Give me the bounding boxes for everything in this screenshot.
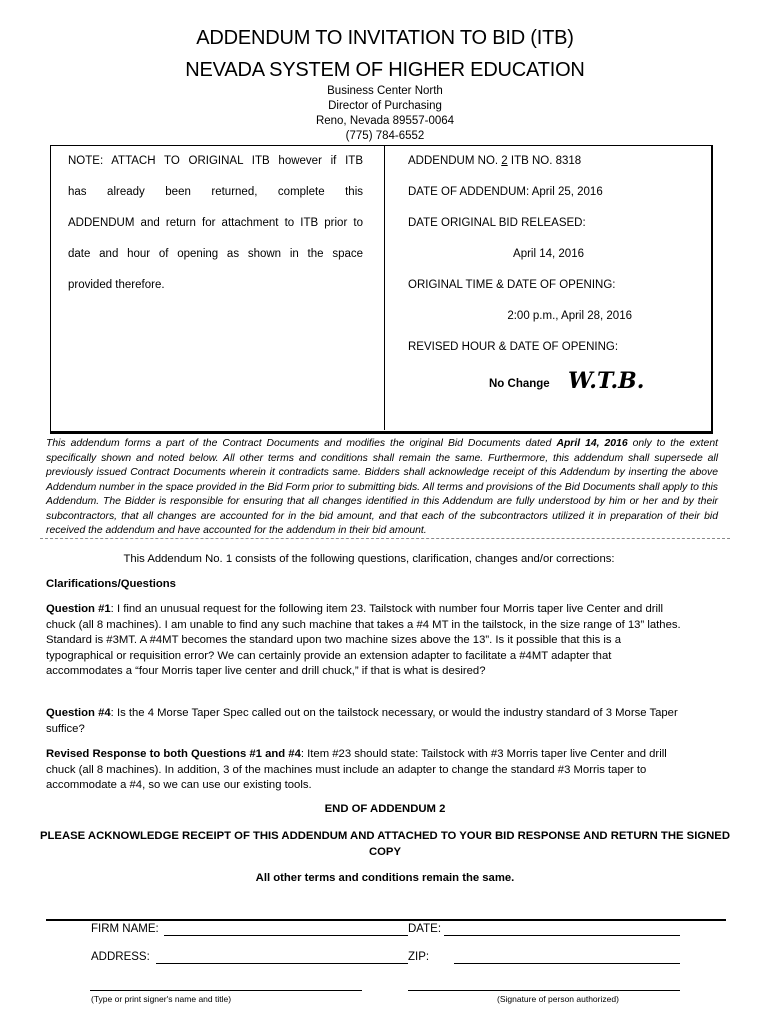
note-line: has already been returned, complete this [68, 186, 363, 198]
address-field[interactable] [156, 962, 408, 964]
note-line: date and hour of opening as shown in the space [68, 248, 363, 260]
question-1: Question #1: I find an unusual request for the following item 23. Tailstock with number four Morris taper live Center and drill chuck (all 8 machines). I am unable to find any such machine that takes a #4 MT in the tailstock, in the size range of 13” lathes. Standard is #3MT. A #4MT becomes the standard upon two machine sizes above the 13”. Is it possible that this is a typographical or requisition error? We can certainly provide an extension adapter to facilitate a #4MT adapter that accommodates a “four Morris taper live center and drill chuck,” if that is what is desired? [46, 603, 681, 677]
original-opening-label: ORIGINAL TIME & DATE OF OPENING: [408, 279, 616, 291]
document-title: ADDENDUM TO INVITATION TO BID (ITB) [196, 27, 574, 49]
addendum-number-value: 2 [501, 155, 508, 167]
zip-field[interactable] [454, 962, 680, 964]
initials-signature: W.T.B. [568, 368, 645, 394]
revised-opening-value: No Change [489, 378, 550, 390]
signer-caption: (Type or print signer's name and title) [91, 994, 232, 1004]
zip-label: ZIP: [408, 951, 430, 963]
note-line: ADDENDUM and return for attachment to ITB prior to [68, 217, 363, 229]
section-heading: Clarifications/Questions [46, 578, 176, 590]
date-field[interactable] [444, 934, 680, 936]
signer-name-field[interactable] [90, 989, 362, 991]
intro-text: This Addendum No. 1 consists of the following questions, clarification, changes and/or corrections: [123, 553, 615, 565]
date-released-label: DATE ORIGINAL BID RELEASED: [408, 217, 586, 229]
disclaimer-paragraph: This addendum forms a part of the Contract Documents and modifies the original Bid Documents dated April 14, 2016 only to the extent specifically shown and noted below. All other terms and conditions shall remain the same. Furthermore, this addendum shall supersede all previously issued Contract Documents wherein it contradicts same. Bidders shall acknowledge receipt of this Addendum by inserting the above Addendum number in the space provided in the Bid Form prior to submitting bids. All terms and provisions of the Bid Documents shall apply to this Addendum. The Bidder is responsible for ensuring that all changes identified in this Addendum are fully understood by him or her and by their subcontractors, that all changes are accounted for in the bid amount, and that each of the subcontractors utilized it in preparation of their bid received the addendum and have accounted for the addendum in their bid amount. [46, 438, 718, 536]
address-line: (775) 784-6552 [345, 130, 425, 142]
info-box-divider [384, 145, 385, 430]
address-line: Director of Purchasing [328, 100, 442, 112]
date-of-addendum: DATE OF ADDENDUM: April 25, 2016 [408, 186, 603, 198]
signature-caption: (Signature of person authorized) [497, 994, 619, 1004]
document-subtitle: NEVADA SYSTEM OF HIGHER EDUCATION [185, 59, 585, 81]
date-released-value: April 14, 2016 [513, 248, 584, 260]
revised-opening-label: REVISED HOUR & DATE OF OPENING: [408, 341, 619, 353]
terms-statement: All other terms and conditions remain the same. [255, 872, 515, 884]
date-label: DATE: [408, 923, 442, 935]
signature-field[interactable] [408, 989, 680, 991]
original-opening-value: 2:00 p.m., April 28, 2016 [507, 310, 632, 322]
question-4: Question #4: Is the 4 Morse Taper Spec called out on the tailstock necessary, or would the industry standard of 3 Morse Taper suffice? [46, 707, 678, 735]
dashed-separator [40, 538, 730, 539]
end-of-addendum: END OF ADDENDUM 2 [324, 803, 446, 815]
revised-response: Revised Response to both Questions #1 and #4: Item #23 should state: Tailstock with #3 Morris taper live Center and drill chuck (all 8 machines). In addition, 3 of the machines must include an adapter to change the standard #3 Morris taper to accommodate a #4, so we can use our existing tools. [46, 748, 667, 791]
acknowledge-instruction: PLEASE ACKNOWLEDGE RECEIPT OF THIS ADDENDUM AND ATTACHED TO YOUR BID RESPONSE AND RETURN THE SIGNED COPY [40, 830, 730, 858]
firm-name-field[interactable] [164, 934, 408, 936]
firm-name-label: FIRM NAME: [91, 923, 159, 935]
disclaimer-date: April 14, 2016 [556, 438, 628, 449]
note-line: provided therefore. [68, 279, 165, 291]
note-line: NOTE: ATTACH TO ORIGINAL ITB however if ITB [68, 155, 363, 167]
form-top-rule [46, 919, 726, 921]
address-line: Reno, Nevada 89557-0064 [315, 115, 455, 127]
addendum-number: ADDENDUM NO. 2 ITB NO. 8318 [408, 155, 582, 167]
address-label: ADDRESS: [91, 951, 150, 963]
address-line: Business Center North [327, 85, 443, 97]
